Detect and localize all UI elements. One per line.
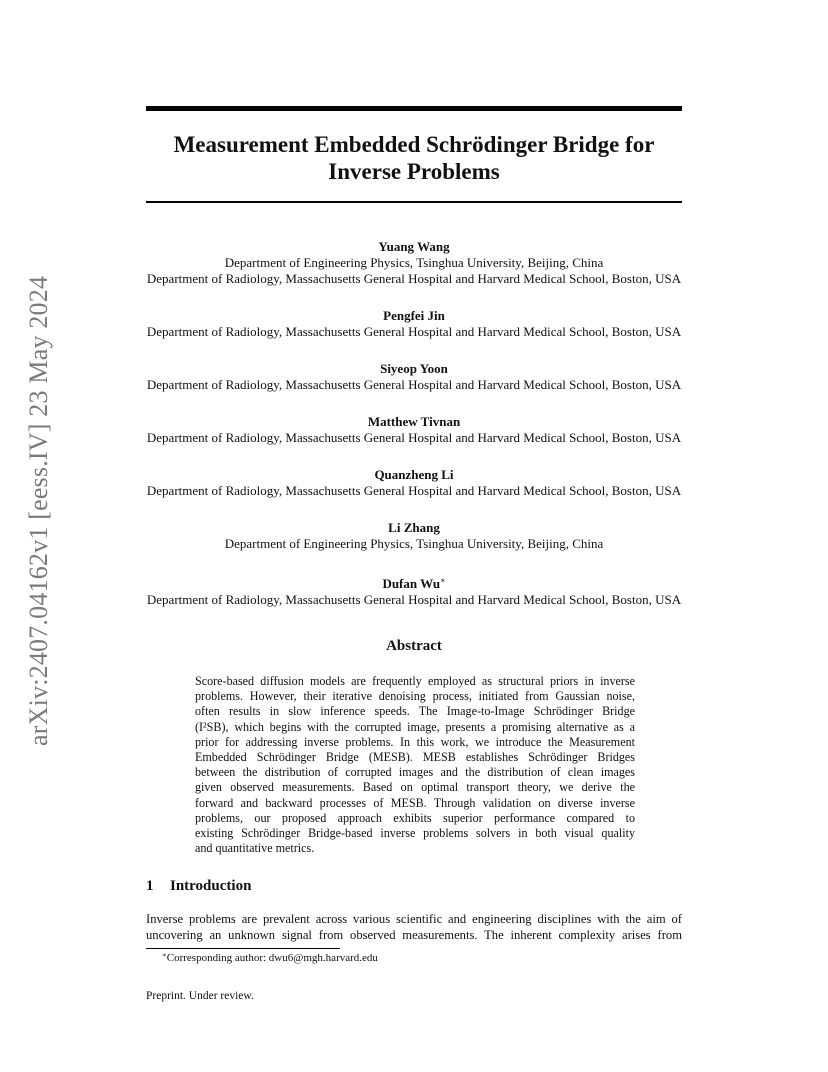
title-line-1: Measurement Embedded Schrödinger Bridge for xyxy=(173,132,655,157)
author-name xyxy=(100,467,728,483)
intro-paragraph xyxy=(146,912,682,943)
author-affiliation: Department of Radiology, Massachusetts General Hospital and Harvard Medical School, Boston, USA xyxy=(146,483,682,498)
author-block xyxy=(100,467,728,499)
author-name-text: Pengfei Jin xyxy=(383,308,445,323)
footnote xyxy=(162,951,378,964)
abstract-line: between the distribution of corrupted images and the distribution of clean images xyxy=(195,765,635,780)
author-name xyxy=(100,414,728,430)
author-name-text: Quanzheng Li xyxy=(374,467,454,482)
abstract-line: prior for addressing inverse problems. In this work, we introduce the Measurement xyxy=(195,734,635,749)
abstract-line: Score-based diffusion models are frequently employed as structural priors in inverse xyxy=(195,674,635,688)
arxiv-identifier: arXiv:2407.04162v1 [eess.IV] 23 May 2024 xyxy=(24,275,53,747)
paper-title xyxy=(146,131,682,185)
author-block xyxy=(100,361,728,393)
section-heading xyxy=(146,878,251,895)
intro-line: Inverse problems are prevalent across various scientific and engineering disciplines with the aim of xyxy=(146,912,682,926)
preprint-note: Preprint. Under review. xyxy=(146,990,254,1002)
abstract-line: given observed measurements. Based on optimal transport theory, we derive the xyxy=(195,780,635,795)
title-bottom-rule xyxy=(146,201,682,203)
abstract-line: problems. However, their iterative denoising process, initiated from Gaussian noise, xyxy=(195,689,635,704)
author-block xyxy=(100,573,728,608)
author-list xyxy=(100,239,728,629)
author-name-text: Yuang Wang xyxy=(378,239,450,254)
abstract-line: forward and backward processes of MESB. Through validation on diverse inverse xyxy=(195,795,635,810)
author-block xyxy=(100,520,728,552)
author-affiliation: Department of Engineering Physics, Tsinghua University, Beijing, China xyxy=(224,536,604,551)
author-name-text: Dufan Wu xyxy=(382,576,441,591)
intro-line: uncovering an unknown signal from observed measurements. The inherent complexity arises from xyxy=(146,927,682,942)
author-affiliation: Department of Radiology, Massachusetts General Hospital and Harvard Medical School, Boston, USA xyxy=(146,271,682,286)
abstract-line: Embedded Schrödinger Bridge (MESB). MESB establishes Schrödinger Bridges xyxy=(195,750,635,765)
author-block xyxy=(100,308,728,340)
author-name-text: Matthew Tivnan xyxy=(367,414,461,429)
author-affiliation: Department of Radiology, Massachusetts General Hospital and Harvard Medical School, Boston, USA xyxy=(146,324,682,339)
author-affiliation: Department of Radiology, Massachusetts General Hospital and Harvard Medical School, Boston, USA xyxy=(146,430,682,445)
corresponding-author-marker: ∗ xyxy=(440,576,446,585)
author-affiliation: Department of Engineering Physics, Tsinghua University, Beijing, China xyxy=(224,255,604,270)
author-affiliation: Department of Radiology, Massachusetts General Hospital and Harvard Medical School, Boston, USA xyxy=(146,377,682,392)
author-name-text: Li Zhang xyxy=(388,520,440,535)
section-title: Introduction xyxy=(170,878,252,894)
abstract-line: and quantitative metrics. xyxy=(195,841,315,856)
author-name xyxy=(100,361,728,377)
title-top-rule xyxy=(146,106,682,111)
author-block xyxy=(100,414,728,446)
abstract-line: existing Schrödinger Bridge-based inverse problems solvers in both visual quality xyxy=(195,826,635,841)
abstract-line: problems, our proposed approach exhibits superior performance compared to xyxy=(195,810,635,825)
abstract-line: (I²SB), which begins with the corrupted image, presents a promising alternative as a xyxy=(195,719,635,734)
section-number: 1 xyxy=(146,878,154,894)
author-name-text: Siyeop Yoon xyxy=(380,361,448,376)
author-affiliation: Department of Radiology, Massachusetts General Hospital and Harvard Medical School, Boston, USA xyxy=(146,592,682,607)
footnote-marker: ∗ xyxy=(162,951,167,959)
author-name xyxy=(100,520,728,536)
author-name xyxy=(100,573,728,592)
title-line-2: Inverse Problems xyxy=(328,159,500,184)
abstract-body xyxy=(195,674,635,856)
abstract-line: often results in slow inference speeds. The Image-to-Image Schrödinger Bridge xyxy=(195,704,635,719)
author-block xyxy=(100,239,728,287)
author-name xyxy=(100,239,728,255)
abstract-heading: Abstract xyxy=(386,638,442,654)
author-name xyxy=(100,308,728,324)
footnote-rule xyxy=(146,948,340,949)
footnote-text: Corresponding author: dwu6@mgh.harvard.edu xyxy=(166,952,378,964)
